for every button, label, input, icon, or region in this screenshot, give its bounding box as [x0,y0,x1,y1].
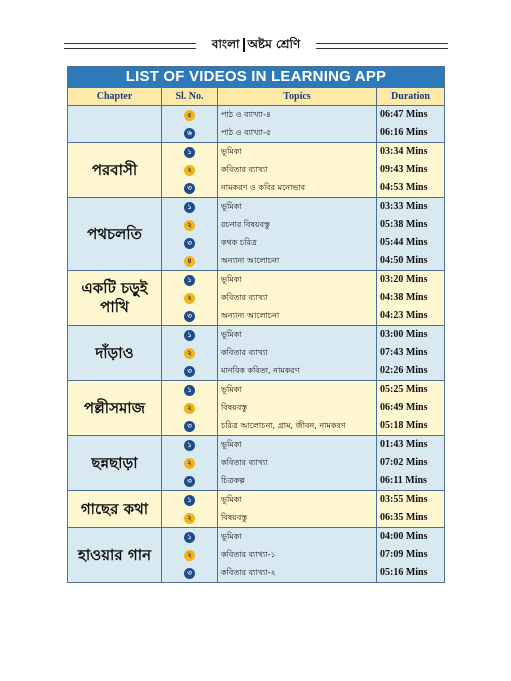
serial-number-badge: ১ [184,202,195,213]
serial-cell [162,344,218,362]
serial-number-badge: ১ [184,532,195,543]
serial-cell [162,399,218,417]
table-row [162,528,444,546]
topic-cell: ভূমিকা [218,528,377,546]
chapter-group [68,105,444,142]
chapter-rows [162,491,444,527]
table-row [162,564,444,582]
topic-cell: অন্যান্য আলোচনা [218,307,377,325]
topic-cell: নামকরণ ও কবির মনোভাব [218,179,377,197]
duration-cell: 04:38 Mins [380,292,428,303]
topic-cell: চরিত্র আলোচনা, গ্রাম, জীবন, নামকরণ [218,417,377,435]
column-header-sl-no: Sl. No. [162,88,218,105]
table-title: LIST OF VIDEOS IN LEARNING APP [68,67,444,87]
duration-cell: 04:00 Mins [380,531,428,542]
column-header-duration: Duration [391,91,430,102]
duration-cell: 04:50 Mins [380,255,428,266]
duration-cell: 09:43 Mins [380,164,428,175]
chapter-group [68,490,444,527]
header-rule-right [316,43,448,49]
chapter-group [68,197,444,270]
serial-number-badge: ২ [184,220,195,231]
serial-number-badge: ১ [184,385,195,396]
video-list-table [67,66,445,583]
serial-cell [162,198,218,216]
topic-cell: রচনার বিষয়বস্তু [218,216,377,234]
serial-cell [162,472,218,490]
duration-cell: 06:35 Mins [380,512,428,523]
serial-cell [162,216,218,234]
topic-cell: বিষয়বস্তু [218,399,377,417]
topic-cell: পাঠ ও ব্যাখ্যা-৪ [218,106,377,124]
duration-cell: 03:55 Mins [380,494,428,505]
table-body [68,105,444,582]
serial-cell [162,252,218,270]
chapter-group [68,435,444,490]
table-row [162,472,444,490]
topic-cell: পাঠ ও ব্যাখ্যা-৫ [218,124,377,142]
topic-cell: ভূমিকা [218,326,377,344]
serial-number-badge: ৩ [184,366,195,377]
serial-number-badge: ২ [184,293,195,304]
chapter-rows [162,198,444,270]
topic-cell: কথক চরিত্র [218,234,377,252]
page-header [64,38,448,52]
duration-cell: 03:34 Mins [380,146,428,157]
header-class: অষ্টম শ্রেণি [247,37,301,51]
table-row [162,198,444,216]
chapter-group [68,325,444,380]
column-headers [68,87,444,105]
header-title [202,36,310,56]
chapter-group [68,270,444,325]
table-row [162,362,444,380]
chapter-name: গাছের কথা [68,491,162,527]
serial-number-badge: ৩ [184,238,195,249]
serial-cell [162,289,218,307]
serial-cell [162,143,218,161]
serial-number-badge: ২ [184,165,195,176]
chapter-rows [162,106,444,142]
table-row [162,454,444,472]
serial-cell [162,509,218,527]
serial-number-badge: ৩ [184,183,195,194]
chapter-name: পরবাসী [68,143,162,197]
table-row [162,252,444,270]
duration-cell: 05:38 Mins [380,219,428,230]
table-row [162,307,444,325]
chapter-group [68,142,444,197]
serial-cell [162,106,218,124]
chapter-rows [162,143,444,197]
duration-cell: 06:49 Mins [380,402,428,413]
serial-cell [162,179,218,197]
serial-number-badge: ২ [184,348,195,359]
serial-cell [162,564,218,582]
serial-cell [162,271,218,289]
serial-cell [162,124,218,142]
table-row [162,289,444,307]
serial-cell [162,307,218,325]
topic-cell: কবিতার ব্যাখ্যা [218,289,377,307]
table-row [162,509,444,527]
chapter-name: ছন্নছাড়া [68,436,162,490]
table-row [162,381,444,399]
table-row [162,491,444,509]
serial-number-badge: ৩ [184,476,195,487]
serial-cell [162,381,218,399]
serial-cell [162,161,218,179]
column-header-chapter: Chapter [68,88,162,105]
topic-cell: ভূমিকা [218,491,377,509]
chapter-rows [162,436,444,490]
table-row [162,399,444,417]
duration-cell: 06:16 Mins [380,127,428,138]
topic-cell: কবিতার ব্যাখ্যা [218,161,377,179]
table-row [162,436,444,454]
topic-cell: মানবিক কবিতা, নামকরণ [218,362,377,380]
serial-cell [162,546,218,564]
serial-cell [162,528,218,546]
serial-number-badge: ১ [184,495,195,506]
serial-number-badge: ১ [184,440,195,451]
table-row [162,216,444,234]
chapter-group [68,527,444,582]
serial-number-badge: ৩ [184,421,195,432]
topic-cell: চিত্রকল্প [218,472,377,490]
topic-cell: অন্যান্য আলোচনা [218,252,377,270]
table-row [162,143,444,161]
serial-number-badge: ৫ [184,110,195,121]
table-row [162,546,444,564]
topic-cell: ভূমিকা [218,436,377,454]
chapter-rows [162,271,444,325]
table-row [162,179,444,197]
table-row [162,344,444,362]
duration-cell: 07:02 Mins [380,457,428,468]
duration-cell: 04:23 Mins [380,310,428,321]
topic-cell: ভূমিকা [218,143,377,161]
serial-cell [162,436,218,454]
duration-cell: 02:26 Mins [380,365,428,376]
chapter-name: পল্লীসমাজ [68,381,162,435]
serial-number-badge: ১ [184,147,195,158]
duration-cell: 07:09 Mins [380,549,428,560]
topic-cell: কবিতার ব্যাখ্যা-২ [218,564,377,582]
duration-cell: 04:53 Mins [380,182,428,193]
serial-cell [162,326,218,344]
serial-number-badge: ৩ [184,311,195,322]
serial-number-badge: ৬ [184,128,195,139]
table-row [162,161,444,179]
duration-cell: 05:44 Mins [380,237,428,248]
serial-number-badge: ১ [184,330,195,341]
serial-cell [162,362,218,380]
serial-number-badge: ১ [184,275,195,286]
duration-cell: 05:18 Mins [380,420,428,431]
topic-cell: ভূমিকা [218,198,377,216]
header-subject: বাংলা [211,37,240,51]
column-header-topics: Topics [218,88,377,105]
serial-number-badge: ৪ [184,256,195,267]
topic-cell: কবিতার ব্যাখ্যা [218,344,377,362]
duration-cell: 03:33 Mins [380,201,428,212]
serial-number-badge: ২ [184,550,195,561]
topic-cell: ভূমিকা [218,381,377,399]
chapter-group [68,380,444,435]
topic-cell: কবিতার ব্যাখ্যা-১ [218,546,377,564]
duration-cell: 05:16 Mins [380,567,428,578]
duration-cell: 03:00 Mins [380,329,428,340]
serial-number-badge: ২ [184,403,195,414]
chapter-rows [162,528,444,582]
table-row [162,234,444,252]
chapter-rows [162,381,444,435]
serial-cell [162,491,218,509]
chapter-name: পথচলতি [68,198,162,270]
serial-number-badge: ৩ [184,568,195,579]
duration-cell: 06:47 Mins [380,109,428,120]
duration-cell: 03:20 Mins [380,274,428,285]
header-rule-left [64,43,196,49]
duration-cell: 05:25 Mins [380,384,428,395]
table-row [162,106,444,124]
header-separator [243,38,245,52]
topic-cell: বিষয়বস্তু [218,509,377,527]
chapter-name: দাঁড়াও [68,326,162,380]
duration-cell: 01:43 Mins [380,439,428,450]
table-row [162,326,444,344]
serial-number-badge: ২ [184,458,195,469]
serial-cell [162,234,218,252]
chapter-name: হাওয়ার গান [68,528,162,582]
chapter-name: একটি চড়ুই পাখি [68,271,162,325]
serial-number-badge: ২ [184,513,195,524]
topic-cell: কবিতার ব্যাখ্যা [218,454,377,472]
chapter-rows [162,326,444,380]
table-row [162,271,444,289]
duration-cell: 07:43 Mins [380,347,428,358]
serial-cell [162,417,218,435]
serial-cell [162,454,218,472]
table-row [162,124,444,142]
table-row [162,417,444,435]
duration-cell: 06:11 Mins [380,475,427,486]
topic-cell: ভূমিকা [218,271,377,289]
chapter-name [68,106,162,142]
